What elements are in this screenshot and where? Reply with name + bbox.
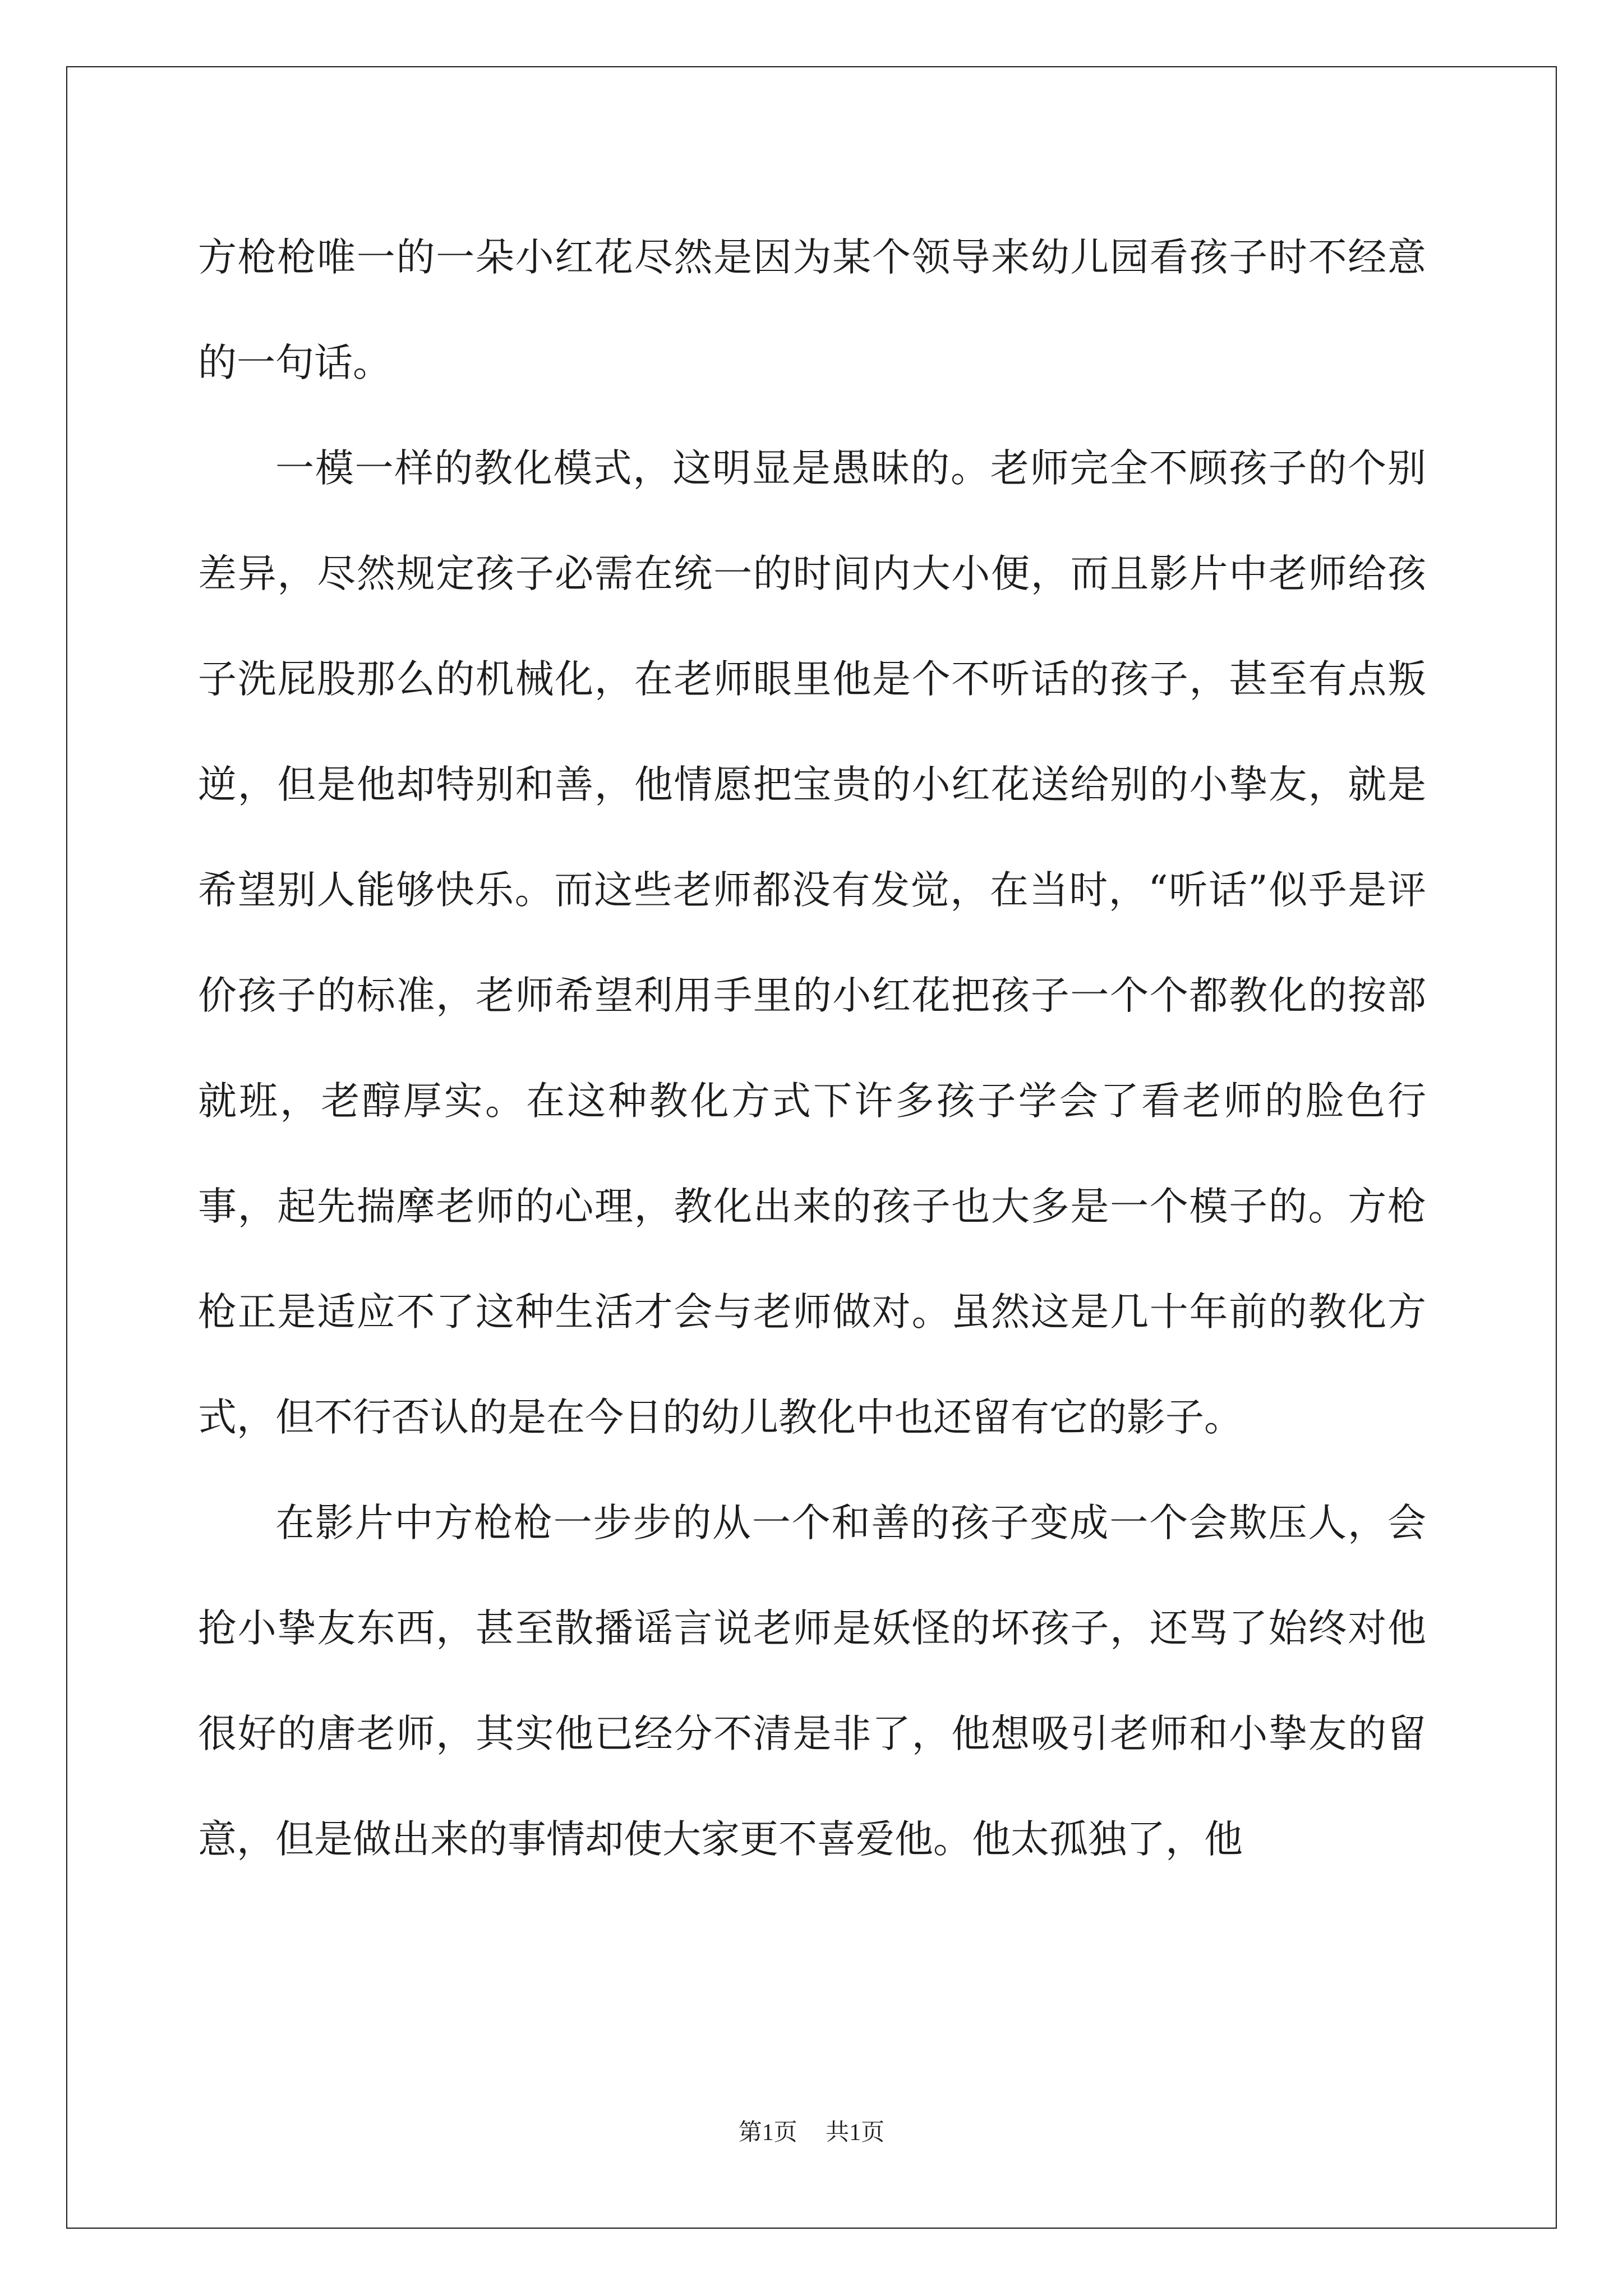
paragraph-3: 在影片中方枪枪一步步的从一个和善的孩子变成一个会欺压人，会抢小挚友东西，甚至散播谣言说老师是妖怪的坏孩子，还骂了始终对他很好的唐老师，其实他已经分不清是非了，他想吸引老师和小挚友的留意，但是做出来的事情却使大家更不喜爱他。他太孤独了，他 bbox=[198, 1501, 1426, 1862]
page-footer bbox=[0, 2114, 1623, 2147]
paragraph-1: 方枪枪唯一的一朵小红花尽然是因为某个领导来幼儿园看孩子时不经意的一句话。 bbox=[198, 235, 1426, 385]
document-body bbox=[198, 205, 1426, 1892]
page-number-current: 第1页 bbox=[738, 2120, 797, 2146]
page-number-total: 共1页 bbox=[826, 2120, 885, 2146]
paragraph-2: 一模一样的教化模式，这明显是愚昧的。老师完全不顾孩子的个别差异，尽然规定孩子必需在统一的时间内大小便，而且影片中老师给孩子洗屁股那么的机械化，在老师眼里他是个不听话的孩子，甚至有点叛逆，但是他却特别和善，他情愿把宝贵的小红花送给别的小挚友，就是希望别人能够快乐。而这些老师都没有发觉，在当时，“听话”似乎是评价孩子的标准，老师希望利用手里的小红花把孩子一个个都教化的按部就班，老醇厚实。在这种教化方式下许多孩子学会了看老师的脸色行事，起先揣摩老师的心理，教化出来的孩子也大多是一个模子的。方枪枪正是适应不了这种生活才会与老师做对。虽然这是几十年前的教化方式，但不行否认的是在今日的幼儿教化中也还留有它的影子。 bbox=[198, 446, 1426, 1440]
